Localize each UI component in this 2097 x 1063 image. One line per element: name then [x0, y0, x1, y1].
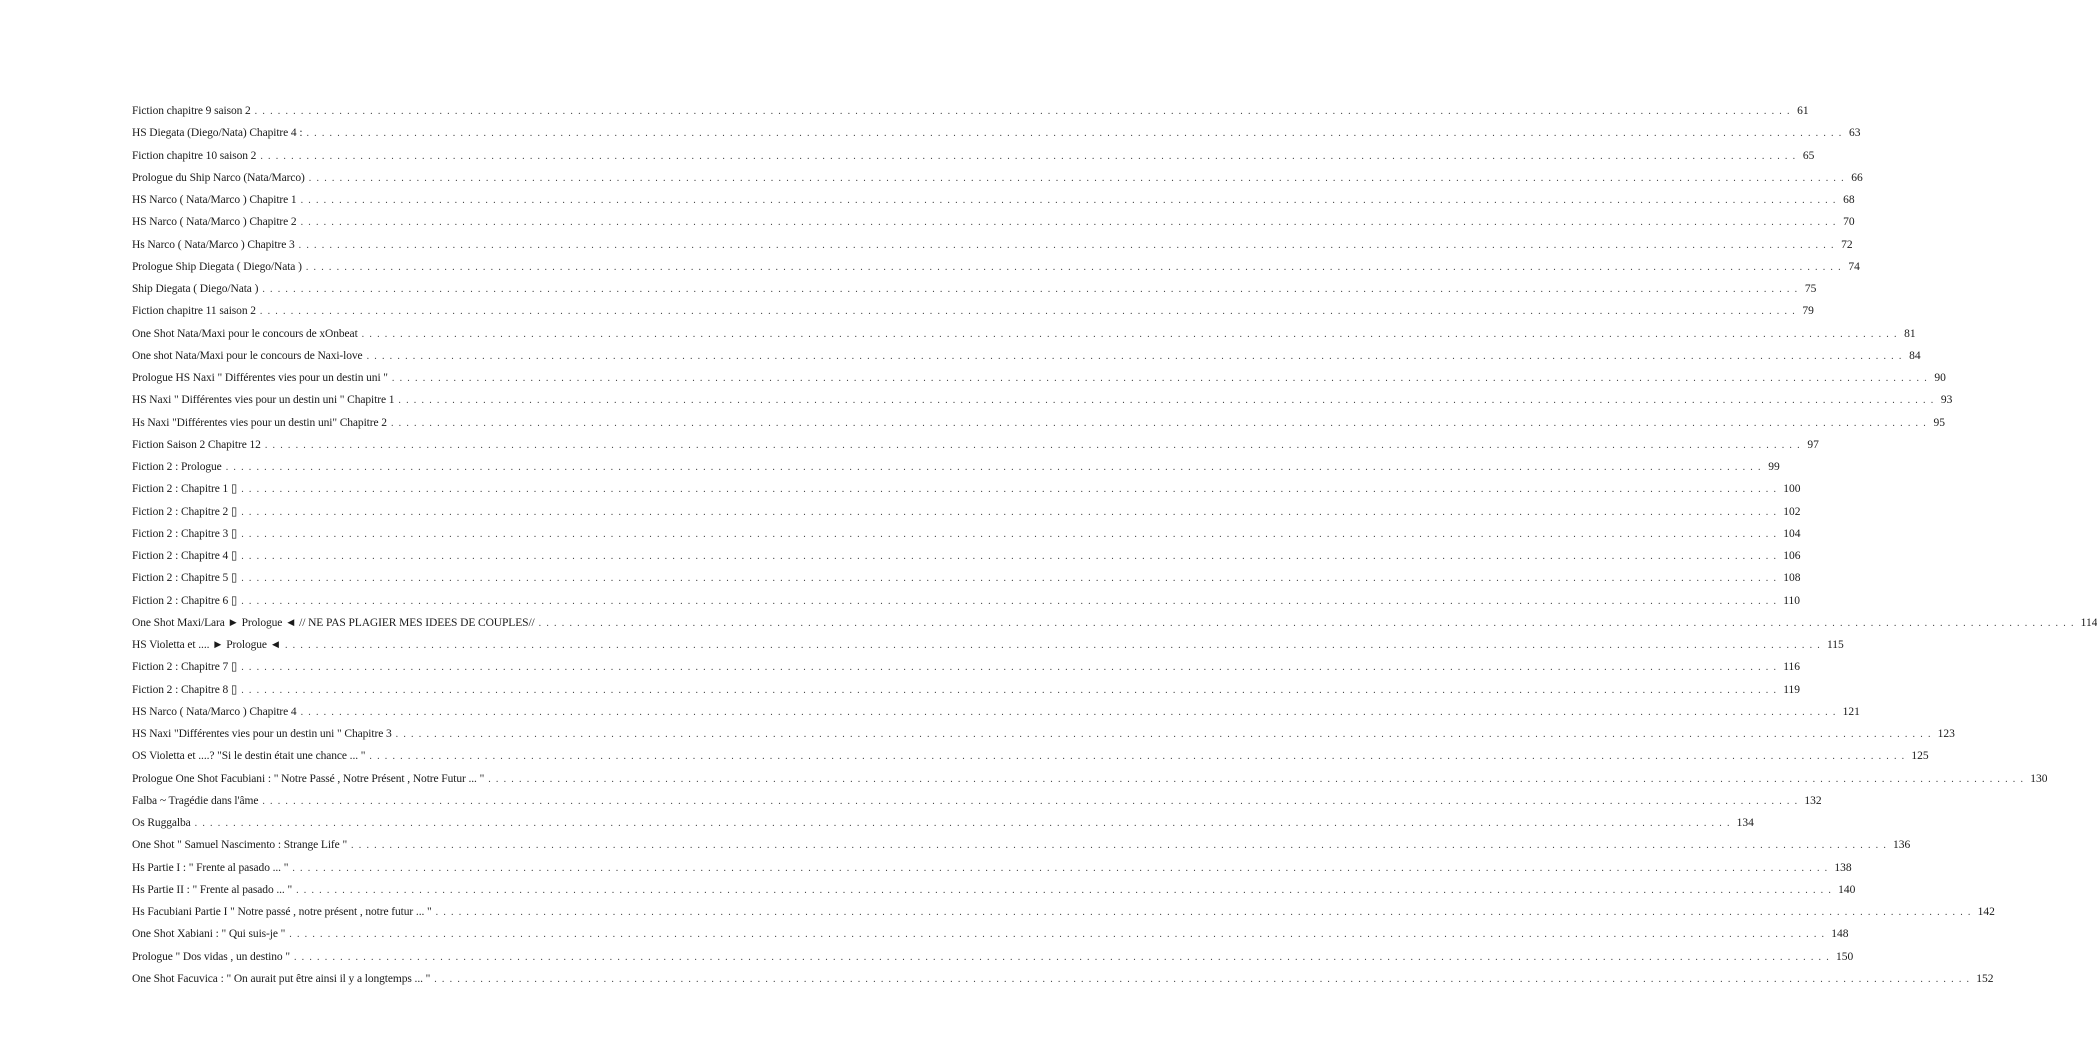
toc-dot-leader: ........................................................................................................................................................................................................: [241, 528, 1782, 540]
toc-entry-title: Hs Naxi "Différentes vies pour un destin uni" Chapitre 2: [132, 416, 387, 429]
toc-entry[interactable]: [132, 834, 1911, 856]
toc-entry-title: Fiction 2 : Chapitre 5 ▯: [132, 572, 238, 585]
toc-entry[interactable]: [132, 790, 1822, 812]
toc-entry-page-number: 114: [2080, 616, 2097, 629]
toc-entry[interactable]: [132, 590, 1801, 612]
toc-dot-leader: ........................................................................................................................................................................................................: [395, 729, 1936, 740]
toc-entry-page-number: 100: [1783, 483, 1801, 496]
toc-entry-title: HS Narco ( Nata/Marco ) Chapitre 1: [132, 194, 297, 206]
toc-entry-page-number: 74: [1848, 260, 1860, 273]
toc-dot-leader: ........................................................................................................................................................................................................: [241, 684, 1782, 696]
toc-dot-leader: ........................................................................................................................................................................................................: [259, 306, 1800, 318]
toc-entry[interactable]: [132, 478, 1801, 500]
toc-entry[interactable]: [132, 256, 1860, 278]
toc-entry[interactable]: [132, 567, 1801, 589]
toc-dot-leader: ........................................................................................................................................................................................................: [264, 439, 1805, 451]
toc-entry-page-number: 138: [1834, 861, 1852, 874]
toc-dot-leader: ........................................................................................................................................................................................................: [241, 662, 1782, 674]
toc-entry-page-number: 65: [1802, 149, 1815, 162]
toc-entry-page-number: 104: [1783, 527, 1801, 540]
toc-entry[interactable]: [132, 946, 1854, 968]
toc-entry-title: HS Violetta et .... ► Prologue ◄: [132, 639, 281, 651]
toc-entry-title: HS Narco ( Nata/Marco ) Chapitre 2: [132, 216, 297, 229]
toc-dot-leader: ........................................................................................................................................................................................................: [241, 595, 1782, 607]
toc-entry-page-number: 148: [1831, 928, 1849, 941]
toc-entry-page-number: 95: [1933, 416, 1945, 429]
toc-entry-title: HS Naxi " Différentes vies pour un destin uni " Chapitre 1: [132, 394, 395, 407]
toc-entry[interactable]: [132, 857, 1852, 879]
toc-entry-page-number: 130: [2030, 772, 2048, 785]
toc-entry-page-number: 132: [1804, 794, 1822, 807]
toc-entry[interactable]: [132, 434, 1819, 456]
toc-dot-leader: ........................................................................................................................................................................................................: [292, 862, 1833, 874]
toc-dot-leader: ........................................................................................................................................................................................................: [300, 195, 1841, 206]
toc-entry[interactable]: [132, 234, 1853, 256]
toc-entry-page-number: 110: [1783, 594, 1801, 607]
toc-entry[interactable]: [132, 634, 1844, 656]
toc-entry[interactable]: [132, 389, 1953, 411]
toc-entry-page-number: 75: [1804, 283, 1817, 295]
toc-dot-leader: ........................................................................................................................................................................................................: [300, 217, 1841, 229]
toc-entry-page-number: 93: [1940, 394, 1953, 407]
toc-entry-title: Prologue HS Naxi " Différentes vies pour un destin uni ": [132, 372, 388, 384]
toc-dot-leader: ........................................................................................................................................................................................................: [241, 551, 1782, 562]
toc-dot-leader: ........................................................................................................................................................................................................: [298, 239, 1839, 251]
toc-entry-title: Hs Partie II : " Frente al pasado ... ": [132, 883, 293, 896]
toc-entry[interactable]: [132, 679, 1801, 701]
toc-entry-title: Prologue Ship Diegata ( Diego/Nata ): [132, 260, 302, 273]
toc-entry[interactable]: [132, 968, 1994, 990]
toc-entry[interactable]: [132, 545, 1801, 567]
toc-entry[interactable]: [132, 122, 1861, 144]
toc-entry[interactable]: [132, 323, 1916, 345]
toc-entry-title: One Shot Maxi/Lara ► Prologue ◄ // NE PAS PLAGIER MES IDEES DE COUPLES//: [132, 616, 535, 629]
toc-entry-page-number: 102: [1783, 505, 1801, 518]
toc-entry-page-number: 106: [1783, 550, 1801, 562]
toc-entry[interactable]: [132, 278, 1817, 300]
toc-dot-leader: ........................................................................................................................................................................................................: [194, 818, 1735, 829]
toc-dot-leader: ........................................................................................................................................................................................................: [300, 706, 1841, 718]
toc-entry[interactable]: [132, 167, 1863, 189]
toc-entry-title: Fiction 2 : Chapitre 6 ▯: [132, 594, 238, 607]
toc-entry-page-number: 152: [1976, 972, 1994, 985]
toc-dot-leader: ........................................................................................................................................................................................................: [366, 350, 1907, 362]
toc-dot-leader: ........................................................................................................................................................................................................: [361, 328, 1902, 340]
toc-entry-title: Hs Facubiani Partie I " Notre passé , notre présent , notre futur ... ": [132, 906, 432, 918]
toc-dot-leader: ........................................................................................................................................................................................................: [289, 929, 1830, 941]
toc-entry[interactable]: [132, 145, 1815, 167]
toc-dot-leader: ........................................................................................................................................................................................................: [305, 261, 1846, 273]
toc-entry-title: Fiction 2 : Chapitre 7 ▯: [132, 661, 238, 674]
toc-entry-page-number: 99: [1768, 461, 1780, 473]
toc-entry[interactable]: [132, 189, 1855, 211]
toc-entry-title: Falba ~ Tragédie dans l'âme: [132, 794, 259, 807]
toc-dot-leader: ........................................................................................................................................................................................................: [262, 795, 1803, 807]
toc-entry-page-number: 79: [1802, 305, 1814, 318]
toc-entry[interactable]: [132, 345, 1921, 367]
toc-entry-title: Fiction 2 : Chapitre 3 ▯: [132, 527, 238, 540]
toc-dot-leader: ........................................................................................................................................................................................................: [241, 573, 1782, 585]
toc-entry[interactable]: [132, 412, 1945, 434]
toc-entry-title: Fiction 2 : Chapitre 8 ▯: [132, 683, 238, 696]
toc-entry-page-number: 97: [1807, 438, 1819, 451]
toc-entry-title: Fiction 2 : Chapitre 4 ▯: [132, 550, 238, 562]
toc-entry-title: Fiction chapitre 11 saison 2: [132, 305, 256, 318]
toc-entry-page-number: 123: [1937, 728, 1955, 740]
toc-entry-title: Prologue One Shot Facubiani : " Notre Passé , Notre Présent , Notre Futur ... ": [132, 772, 485, 785]
toc-entry-page-number: 63: [1848, 127, 1861, 140]
toc-dot-leader: ........................................................................................................................................................................................................: [390, 417, 1931, 429]
toc-entry-page-number: 119: [1783, 683, 1801, 696]
toc-entry-page-number: 142: [1977, 906, 1995, 918]
toc-entry-page-number: 121: [1842, 705, 1860, 718]
toc-dot-leader: ........................................................................................................................................................................................................: [538, 617, 2079, 629]
toc-entry-title: Fiction chapitre 9 saison 2: [132, 105, 251, 117]
toc-dot-leader: ........................................................................................................................................................................................................: [241, 484, 1782, 496]
toc-entry-title: Fiction 2 : Chapitre 1 ▯: [132, 483, 238, 496]
toc-dot-leader: ........................................................................................................................................................................................................: [262, 284, 1803, 295]
toc-entry-page-number: 81: [1904, 327, 1916, 340]
toc-entry-title: Fiction chapitre 10 saison 2: [132, 149, 257, 162]
toc-dot-leader: ........................................................................................................................................................................................................: [488, 773, 2029, 785]
toc-entry-title: Os Ruggalba: [132, 817, 191, 829]
toc-entry[interactable]: [132, 879, 1856, 901]
toc-dot-leader: ........................................................................................................................................................................................................: [296, 884, 1837, 896]
toc-entry-title: Ship Diegata ( Diego/Nata ): [132, 283, 259, 295]
toc-entry[interactable]: [132, 612, 2097, 634]
toc-dot-leader: ........................................................................................................................................................................................................: [306, 128, 1847, 140]
toc-dot-leader: ........................................................................................................................................................................................................: [284, 640, 1825, 651]
toc-entry-page-number: 125: [1911, 750, 1929, 763]
table-of-contents: [132, 100, 2097, 990]
toc-entry-page-number: 72: [1841, 238, 1853, 251]
toc-entry-title: Hs Narco ( Nata/Marco ) Chapitre 3: [132, 238, 295, 251]
toc-entry-title: HS Diegata (Diego/Nata) Chapitre 4 :: [132, 127, 303, 140]
toc-entry-page-number: 68: [1843, 194, 1855, 206]
toc-entry-page-number: 140: [1838, 883, 1856, 896]
toc-entry-title: Prologue " Dos vidas , un destino ": [132, 950, 290, 963]
toc-entry[interactable]: [132, 901, 1995, 923]
toc-entry-title: One Shot Facuvica : " On aurait put être ainsi il y a longtemps ... ": [132, 972, 431, 985]
toc-dot-leader: ........................................................................................................................................................................................................: [369, 751, 1910, 763]
toc-entry-page-number: 150: [1835, 950, 1854, 963]
toc-dot-leader: ........................................................................................................................................................................................................: [435, 907, 1976, 918]
toc-dot-leader: ........................................................................................................................................................................................................: [260, 150, 1801, 162]
toc-entry[interactable]: [132, 701, 1860, 723]
toc-entry[interactable]: [132, 456, 1780, 478]
toc-entry[interactable]: [132, 367, 1946, 389]
toc-entry-page-number: 115: [1826, 639, 1844, 651]
toc-entry-page-number: 136: [1893, 839, 1911, 852]
toc-entry-page-number: 116: [1783, 661, 1801, 674]
toc-dot-leader: ........................................................................................................................................................................................................: [254, 106, 1795, 117]
toc-entry[interactable]: [132, 300, 1814, 322]
toc-entry[interactable]: [132, 812, 1754, 834]
toc-entry-title: HS Narco ( Nata/Marco ) Chapitre 4: [132, 705, 297, 718]
toc-entry[interactable]: [132, 923, 1849, 945]
toc-entry-title: Fiction 2 : Chapitre 2 ▯: [132, 505, 238, 518]
toc-entry[interactable]: [132, 723, 1955, 745]
toc-entry-page-number: 134: [1736, 817, 1754, 829]
toc-dot-leader: ........................................................................................................................................................................................................: [434, 973, 1975, 985]
toc-entry-title: One shot Nata/Maxi pour le concours de Naxi-love: [132, 349, 363, 362]
toc-entry[interactable]: [132, 211, 1855, 233]
toc-entry-title: OS Violetta et ....? "Si le destin était une chance ... ": [132, 750, 366, 763]
toc-entry-title: One Shot Xabiani : " Qui suis-je ": [132, 928, 286, 941]
toc-entry[interactable]: [132, 656, 1801, 678]
toc-entry-title: One Shot " Samuel Nascimento : Strange Life ": [132, 839, 348, 852]
toc-entry-title: Fiction 2 : Prologue: [132, 461, 222, 473]
toc-dot-leader: ........................................................................................................................................................................................................: [308, 172, 1849, 184]
toc-entry[interactable]: [132, 100, 1809, 122]
toc-entry-page-number: 84: [1909, 349, 1921, 362]
toc-entry-title: Fiction Saison 2 Chapitre 12: [132, 438, 261, 451]
toc-entry-page-number: 61: [1797, 105, 1809, 117]
toc-entry-title: One Shot Nata/Maxi pour le concours de xOnbeat: [132, 327, 358, 340]
toc-entry-title: Prologue du Ship Narco (Nata/Marco): [132, 171, 305, 184]
toc-dot-leader: ........................................................................................................................................................................................................: [391, 373, 1932, 384]
toc-entry-page-number: 90: [1934, 372, 1946, 384]
toc-entry[interactable]: [132, 745, 1929, 767]
toc-entry-page-number: 66: [1851, 171, 1863, 184]
toc-entry-title: HS Naxi "Différentes vies pour un destin uni " Chapitre 3: [132, 728, 392, 740]
toc-entry[interactable]: [132, 768, 2048, 790]
toc-entry-page-number: 108: [1783, 572, 1801, 585]
toc-dot-leader: ........................................................................................................................................................................................................: [398, 395, 1939, 407]
toc-dot-leader: ........................................................................................................................................................................................................: [351, 840, 1892, 852]
toc-dot-leader: ........................................................................................................................................................................................................: [293, 951, 1834, 963]
toc-entry[interactable]: [132, 501, 1801, 523]
toc-entry-title: Hs Partie I : " Frente al pasado ... ": [132, 861, 289, 874]
toc-entry[interactable]: [132, 523, 1801, 545]
toc-entry-page-number: 70: [1843, 216, 1855, 229]
toc-dot-leader: ........................................................................................................................................................................................................: [225, 462, 1766, 473]
toc-dot-leader: ........................................................................................................................................................................................................: [241, 506, 1782, 518]
